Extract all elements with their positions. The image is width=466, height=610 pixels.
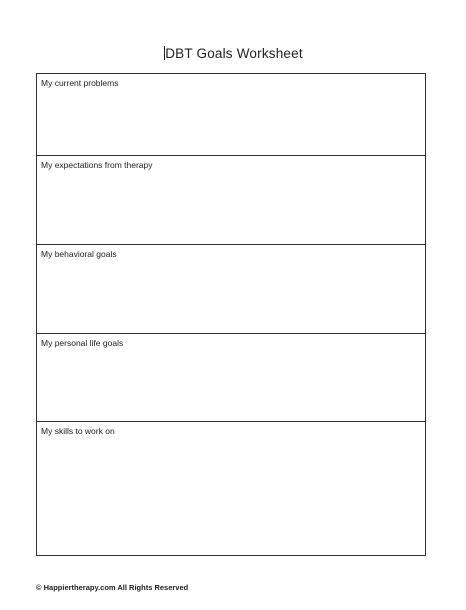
section-behavioral-goals[interactable] bbox=[37, 245, 425, 334]
document-title-text: DBT Goals Worksheet bbox=[165, 46, 303, 61]
section-expectations[interactable] bbox=[37, 156, 425, 245]
worksheet-table bbox=[36, 73, 426, 556]
section-label: My expectations from therapy bbox=[41, 160, 153, 170]
section-label: My current problems bbox=[41, 78, 119, 88]
section-label: My skills to work on bbox=[41, 426, 115, 436]
section-current-problems[interactable] bbox=[37, 74, 425, 156]
title-area bbox=[0, 45, 466, 63]
section-skills[interactable] bbox=[37, 422, 425, 555]
section-label: My behavioral goals bbox=[41, 249, 117, 259]
section-personal-life-goals[interactable] bbox=[37, 334, 425, 422]
copyright-footer: © Happiertherapy.com All Rights Reserved bbox=[36, 583, 189, 592]
section-label: My personal life goals bbox=[41, 338, 124, 348]
document-title bbox=[163, 46, 303, 61]
